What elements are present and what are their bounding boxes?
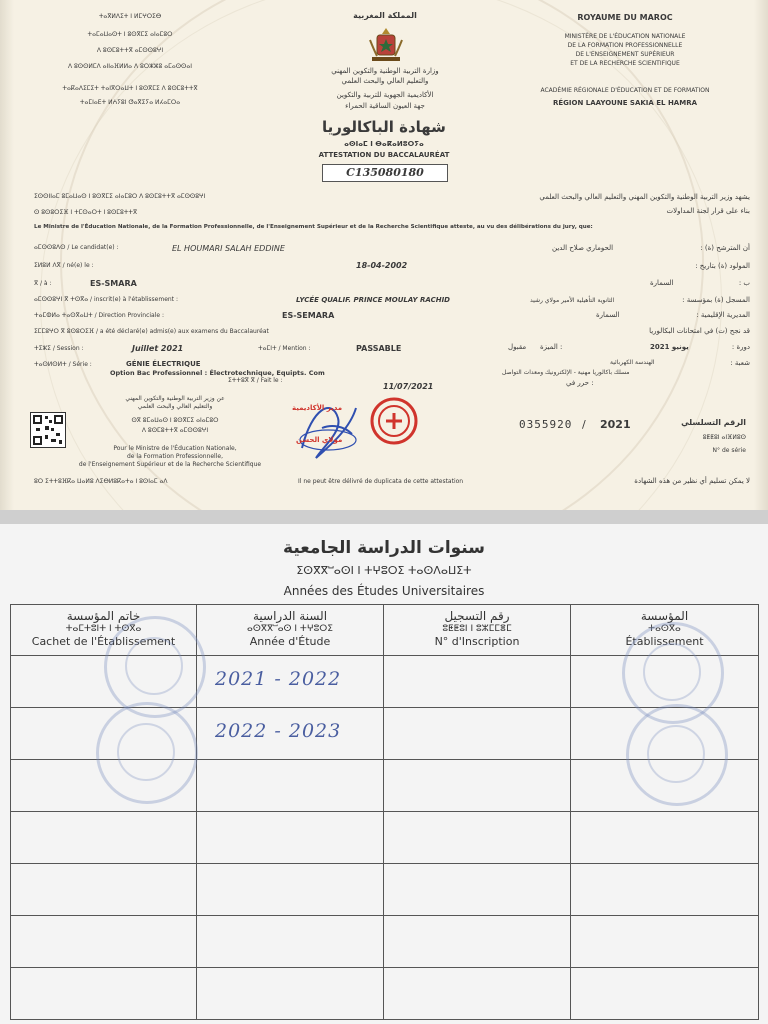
table-row — [11, 968, 759, 1020]
candidate-name-arabic: الحوماري صلاح الدين — [552, 244, 614, 252]
cell-etablissement — [571, 864, 759, 916]
page-gap — [0, 510, 768, 524]
cell-inscription — [384, 864, 571, 916]
column-header-french: N° d'Inscription — [434, 635, 520, 648]
cell-annee — [197, 968, 384, 1020]
university-years-record — [0, 524, 768, 1024]
intro-arabic: يشهد وزير التربية الوطنية والتكوين المهني والتعليم العالي والبحث العلمي — [539, 193, 750, 201]
academy-french: ACADÉMIE RÉGIONALE D'ÉDUCATION ET DE FORMATION — [540, 87, 710, 94]
signatory-tifinagh: ⵙⴳ ⵓⵎⴰⵡⴰⵙ ⵏ ⵓⵙⴳⵎⵉ ⴰⵏⴰⵎⵓⵔ — [131, 417, 219, 424]
handwritten-year: 2021 - 2022 — [215, 668, 342, 690]
mention-value-arabic: مقبول — [508, 343, 527, 351]
series-label: ⵜⴰⵙⵍⵙⵍⵜ / Série : — [34, 361, 92, 368]
province-name: ES-SEMARA — [282, 311, 335, 320]
cell-annee — [197, 916, 384, 968]
cell-annee — [197, 708, 384, 760]
column-header-arabic: المؤسسة — [640, 609, 689, 623]
candidate-label-arabic: أن المترشح (ة) : — [700, 244, 750, 252]
school-name: LYCÉE QUALIF. PRINCE MOULAY RACHID — [296, 296, 450, 304]
stamp-name-arabic: مولاي الحسن — [296, 436, 343, 444]
header-left-line: ⵜⴰⵎⴰⵡⴰⵙⵜ ⵏ ⵓⵙⴳⵎⵉ ⴰⵏⴰⵎⵓⵔ — [87, 31, 173, 38]
series-option-arabic: مسلك باكالوريا مهنية - الإلكترونيك ومعدات التواصل — [502, 369, 630, 376]
birth-date: 18-04-2002 — [356, 261, 408, 270]
cell-cachet — [11, 812, 197, 864]
column-header-tifinagh: ⵜⴰⵎⵜⵓⵏⵜ ⵏ ⵜⵙⴳⴰ — [65, 624, 142, 634]
column-header-arabic: رقم التسجيل — [444, 609, 510, 623]
footer-tifinagh: ⵓⵔ ⵉⵜⵜⵓⴼⴽⴰ ⵡⴰⵍⵓ ⴷⵉⴱⵍⵓⴽⴰⵜⴰ ⵏ ⵓⵙⵏⴰⵎ ⴰⴷ — [34, 478, 168, 485]
school-name-arabic: الثانوية التأهيلية الأمير مولاي رشيد — [530, 297, 615, 304]
session-label-arabic: دورة : — [731, 343, 750, 351]
candidate-label: ⴰⵎⵙⵙⵓⴷⵙ / Le candidat(e) : — [34, 244, 119, 251]
school-label-arabic: المسجل (ة) بمؤسسة : — [682, 296, 750, 304]
signatory-french: de l'Enseignement Supérieur et de la Recherche Scientifique — [78, 461, 262, 468]
intro-french: Le Ministre de l'Éducation Nationale, de la Formation Professionnelle, de l'Enseignement Supérieur et de la Recherche Scientifique atteste, au vu des délibérations du jury, que: — [34, 224, 593, 230]
baccalaureate-certificate — [0, 0, 768, 510]
cell-inscription — [384, 708, 571, 760]
column-header-arabic: خاتم المؤسسة — [66, 609, 141, 623]
cell-cachet — [11, 864, 197, 916]
column-header-tifinagh: ⵜⴰⵙⴳⴰ — [648, 624, 681, 634]
series-value-arabic: الهندسة الكهربائية — [610, 359, 655, 366]
coat-of-arms-icon — [366, 26, 406, 64]
birth-label-arabic: المولود (ة) بتاريخ : — [695, 262, 750, 270]
cell-cachet — [11, 916, 197, 968]
signatory-arabic: عن وزير التربية الوطنية والتكوين المهني — [125, 395, 225, 402]
session-label: ⵜⵉⵣⵉ / Session : — [34, 345, 84, 352]
series-option: Option Bac Professionnel : Électrotechnique, Equipts. Com — [110, 369, 325, 377]
admitted-statement-arabic: قد نجح (ت) في امتحانات البكالوريا — [649, 327, 750, 335]
cell-annee — [197, 760, 384, 812]
session-value: Juillet 2021 — [132, 344, 184, 353]
issue-label-arabic: حرر في : — [566, 379, 594, 387]
cell-etablissement — [571, 812, 759, 864]
serial-label-tifinagh: ⵓⵟⵟⵓⵏ ⴰⵏⴼⵍⵓⵙ — [702, 434, 746, 441]
title-french: ATTESTATION DU BACCALAURÉAT — [318, 151, 450, 159]
academy-arabic: الأكاديمية الجهوية للتربية والتكوين — [336, 91, 434, 99]
cell-inscription — [384, 968, 571, 1020]
ministry-french: DE L'ENSEIGNEMENT SUPÉRIEUR — [575, 51, 675, 58]
cell-etablissement — [571, 916, 759, 968]
red-seal-icon — [366, 396, 422, 446]
region-french: RÉGION LAAYOUNE SAKIA EL HAMRA — [553, 99, 697, 107]
birthplace-label: ⴳ / à : — [34, 280, 52, 287]
column-header-french: Cachet de l'Établissement — [31, 635, 176, 648]
record-title-arabic: سنوات الدراسة الجامعية — [283, 538, 485, 558]
table-row — [11, 864, 759, 916]
province-name-arabic: السمارة — [596, 311, 620, 319]
serial-number: 0355920 — [519, 418, 573, 431]
ministry-arabic: والتعليم العالي والبحث العلمي — [341, 77, 429, 85]
serial-label-french: N° de série — [712, 447, 746, 454]
cell-inscription — [384, 760, 571, 812]
footer-french: Il ne peut être délivré de duplicata de cette attestation — [298, 478, 464, 485]
intro-tifinagh: ⵙ ⵓⵙⵓⵔⵉⴼ ⵏ ⵜⵎⵙⴰⵔⵜ ⵏ ⵓⵙⵎⵓⵜⵜⴳ — [34, 209, 138, 216]
title-tifinagh: ⴰⵙⵏⴰⵎ ⵏ ⴱⴰⴽⴰⵍⵓⵔⵢⴰ — [344, 140, 424, 148]
province-label: ⵜⴰⵎⵀⵍⴰ ⵜⴰⵙⴳⴰⵡⵜ / Direction Provinciale : — [34, 312, 165, 319]
cell-annee — [197, 656, 384, 708]
record-title-french: Années des Études Universitaires — [283, 584, 485, 598]
birthplace-label-arabic: ب : — [738, 279, 750, 287]
footer-arabic: لا يمكن تسليم أي نظير من هذه الشهادة — [634, 477, 750, 485]
session-value-arabic: يونيو 2021 — [650, 343, 689, 351]
candidate-name: EL HOUMARI SALAH EDDINE — [172, 244, 285, 253]
signatory-french: Pour le Ministre de l'Éducation Nationale, — [113, 445, 237, 452]
ministry-french: ET DE LA RECHERCHE SCIENTIFIQUE — [570, 60, 680, 67]
cell-inscription — [384, 812, 571, 864]
cell-inscription — [384, 916, 571, 968]
table-row — [11, 916, 759, 968]
cell-inscription — [384, 656, 571, 708]
mention-value: PASSABLE — [356, 344, 402, 353]
province-label-arabic: المديرية الإقليمية : — [696, 311, 750, 319]
serial-code: C135080180 — [346, 166, 424, 179]
academy-arabic: جهة العيون الساقية الحمراء — [345, 102, 425, 110]
intro-tifinagh: ⵉⵙⵙⵏⵏⴰⵎ ⵓⵎⴰⵡⴰⵙ ⵏ ⵓⵙⴳⵎⵉ ⴰⵏⴰⵎⵓⵔ ⴷ ⵓⵙⵎⵓⵜⵜⴳ ⴰⵎⵙⵙⵓⵖⵏ — [34, 193, 206, 200]
header-left-line: ⵜⴰⴳⵍⴷⵉⵜ ⵏ ⵍⵎⵖⵔⵉⴱ — [98, 13, 162, 20]
birthplace-arabic: السمارة — [650, 279, 674, 287]
cell-cachet — [11, 968, 197, 1020]
paper-edge — [754, 0, 768, 510]
handwritten-year: 2022 - 2023 — [215, 720, 342, 742]
header-left-line: ⵜⴰⴽⴰⴷⵉⵎⵉⵜ ⵜⴰⵏⴳⵔⴰⵡⵜ ⵏ ⵓⵙⴳⵎⵉ ⴷ ⵓⵙⵎⵓⵜⵜⴳ — [62, 85, 198, 92]
ministry-french: DE LA FORMATION PROFESSIONNELLE — [567, 42, 683, 49]
cell-annee — [197, 812, 384, 864]
column-header-french: Année d'Étude — [249, 635, 331, 648]
series-value: GÉNIE ÉLECTRIQUE — [126, 360, 201, 368]
table-row — [11, 812, 759, 864]
done-at-label: ⵉⵜⵜⵓⴳ ⴳ / Fait le : — [228, 377, 283, 384]
paper-edge — [0, 0, 14, 510]
signatory-arabic: والتعليم العالي والبحث العلمي — [137, 403, 213, 410]
header-left-line: ⴷ ⵓⵙⵙⵍⵎⴷ ⴰⵏⵏⴰⴼⵍⵍⴰ ⴷ ⵓⵔⵣⵣⵓ ⴰⵎⴰⵙⵙⴰⵏ — [67, 63, 193, 70]
serial-year: 2021 — [600, 418, 631, 431]
ministry-arabic: وزارة التربية الوطنية والتكوين المهني — [331, 67, 439, 75]
intro-arabic: بناء على قرار لجنة المداولات — [666, 207, 750, 215]
birthplace: ES-SMARA — [90, 279, 137, 288]
series-label-arabic: شعبة : — [730, 359, 750, 367]
title-arabic: شهادة الباكالوريا — [322, 118, 446, 136]
qr-code-icon — [30, 412, 66, 448]
kingdom-french: ROYAUME DU MAROC — [577, 13, 673, 22]
cell-annee — [197, 864, 384, 916]
column-header-tifinagh: ⵓⵟⵟⵓⵏ ⵏ ⵓⵣⵎⵎⴻⵎ — [442, 624, 512, 634]
column-header-tifinagh: ⴰⵙⴳⴳⵯⴰⵙ ⵏ ⵜⵖⵓⵔⵉ — [247, 624, 333, 634]
signatory-french: de la Formation Professionnelle, — [127, 453, 223, 460]
admitted-statement: ⵉⵎⵎⵓⵖⵔ ⴳ ⵓⵙⵓⵔⵉⴼ / a été déclaré(e) admis(e) aux examens du Baccalauréat — [34, 328, 269, 335]
kingdom-arabic: المملكة المغربية — [353, 11, 417, 20]
mention-label-arabic: الميزة : — [540, 343, 563, 351]
record-title-tifinagh: ⵉⵙⴳⴳⵯⴰⵙⵏ ⵏ ⵜⵖⵓⵔⵉ ⵜⴰⵙⴷⴰⵡⵉⵜ — [296, 564, 472, 577]
cell-etablissement — [571, 968, 759, 1020]
mention-label: ⵜⴰⵎⵏⵜ / Mention : — [258, 345, 311, 352]
faded-stamp-icon — [626, 704, 728, 806]
faded-stamp-icon — [96, 702, 198, 804]
header-left-line: ⵜⴰⵎⵏⴰⴹⵜ ⵍⵄⵢⵓⵏ ⵚⴰⴳⵉⵢⴰ ⵍⵃⴰⵎⵔⴰ — [79, 99, 181, 106]
birth-label: ⵉⵍⵓⵍ ⴷⴳ / né(e) le : — [34, 262, 94, 269]
column-header-arabic: السنة الدراسية — [252, 609, 328, 623]
serial-label-arabic: الرقم التسلسلي — [681, 418, 746, 427]
ministry-french: MINISTÈRE DE L'ÉDUCATION NATIONALE — [564, 33, 686, 40]
column-header-inscription — [384, 605, 571, 656]
handwritten-signature — [292, 388, 366, 468]
stamp-title-arabic: مدير الأكاديمية — [292, 404, 343, 412]
header-left-line: ⴷ ⵓⵙⵎⵓⵜⵜⴳ ⴰⵎⵙⵙⵓⵖⵏ — [96, 47, 164, 54]
school-label: ⴰⵎⵙⵙⵓⵖⵏ ⴳ ⵜⵙⴳⴰ / inscrit(e) à l'établissement : — [34, 296, 178, 303]
signatory-tifinagh: ⴷ ⵓⵙⵎⵓⵜⵜⴳ ⴰⵎⵙⵙⵓⵖⵏ — [141, 427, 209, 434]
column-header-annee — [197, 605, 384, 656]
column-header-french: Établissement — [625, 635, 704, 648]
issue-date: 11/07/2021 — [383, 382, 434, 391]
serial-separator: / — [582, 418, 586, 431]
